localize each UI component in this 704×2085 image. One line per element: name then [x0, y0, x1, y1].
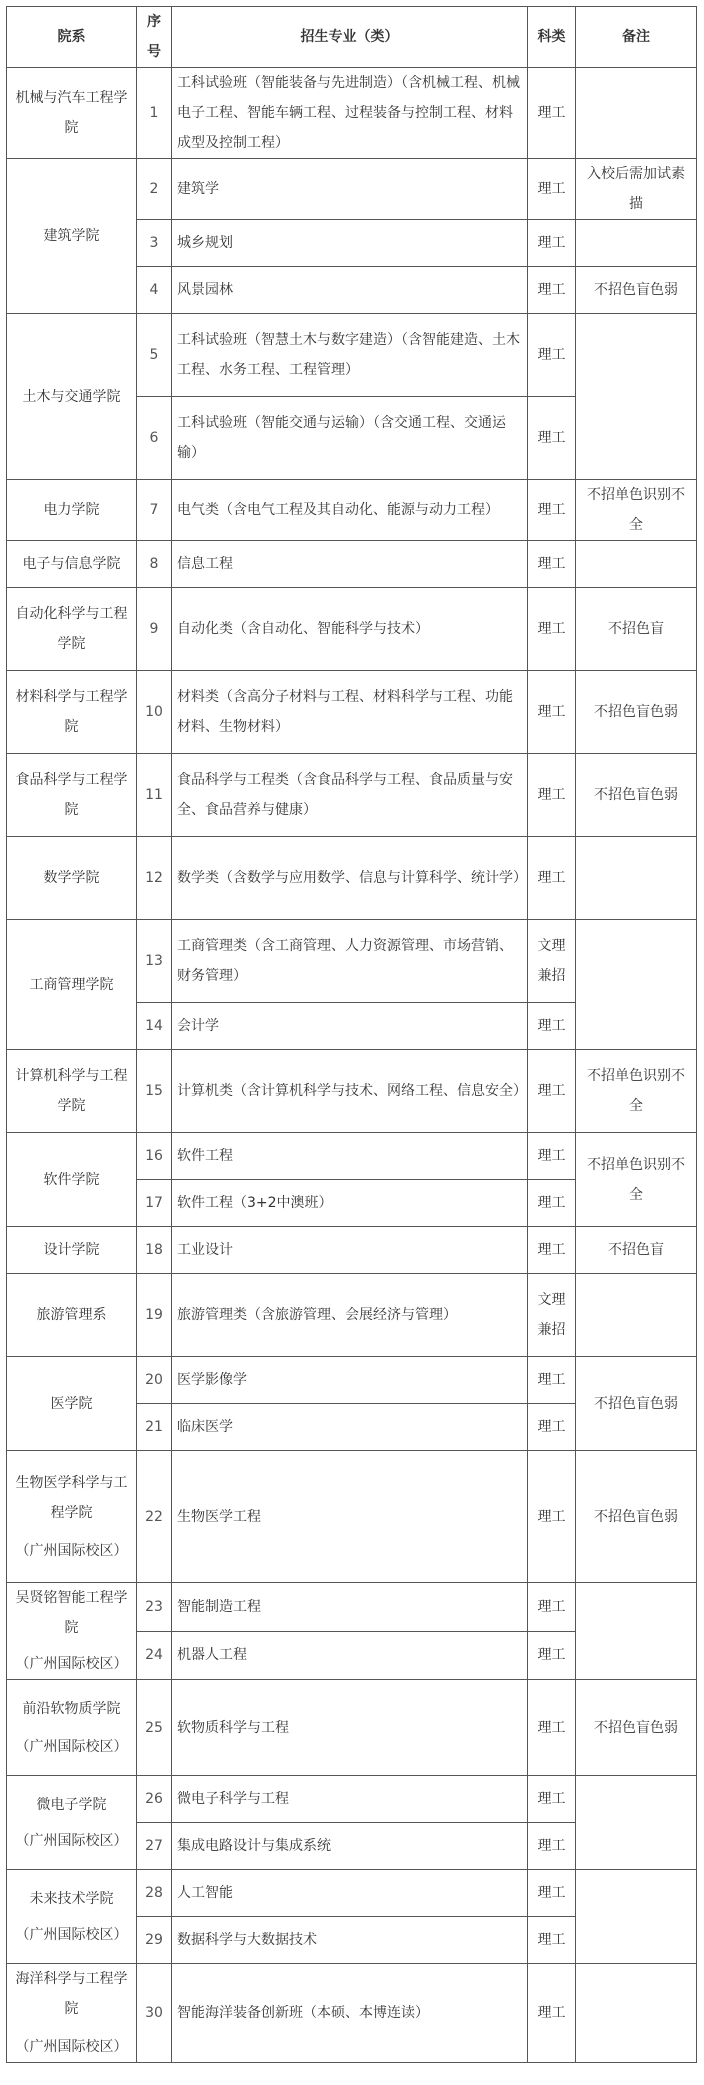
table-row — [7, 671, 697, 754]
dept-cell: 计算机科学与工程学院 — [7, 1050, 137, 1133]
dept-cell: 机械与汽车工程学院 — [7, 68, 137, 159]
note-cell — [576, 220, 697, 267]
category-cell: 理工 — [528, 1917, 576, 1964]
dept-cell — [7, 1451, 137, 1583]
dept-cell: 工商管理学院 — [7, 920, 137, 1050]
major-cell: 数学类（含数学与应用数学、信息与计算科学、统计学） — [172, 837, 528, 920]
note-cell — [576, 1870, 697, 1964]
table-row — [7, 480, 697, 541]
note-cell — [576, 1583, 697, 1680]
seq-cell: 5 — [137, 314, 172, 397]
seq-cell: 21 — [137, 1404, 172, 1451]
seq-cell: 27 — [137, 1823, 172, 1870]
category-cell: 理工 — [528, 1451, 576, 1583]
category-cell: 理工 — [528, 1583, 576, 1632]
note-cell — [576, 68, 697, 159]
major-cell: 数据科学与大数据技术 — [172, 1917, 528, 1964]
header-category: 科类 — [528, 7, 576, 68]
table-row — [7, 1964, 697, 2063]
category-cell: 理工 — [528, 1680, 576, 1776]
category-cell: 理工 — [528, 1180, 576, 1227]
header-seq: 序号 — [137, 7, 172, 68]
category-cell: 理工 — [528, 541, 576, 588]
note-cell: 入校后需加试素描 — [576, 159, 697, 220]
category-cell: 理工 — [528, 1631, 576, 1680]
category-cell: 理工 — [528, 1050, 576, 1133]
dept-cell: 材料科学与工程学院 — [7, 671, 137, 754]
seq-cell: 11 — [137, 754, 172, 837]
table-row — [7, 1227, 697, 1274]
dept-cell — [7, 1964, 137, 2063]
seq-cell: 10 — [137, 671, 172, 754]
dept-cell: 数学学院 — [7, 837, 137, 920]
category-cell: 理工 — [528, 1964, 576, 2063]
major-cell: 自动化类（含自动化、智能科学与技术） — [172, 588, 528, 671]
note-cell — [576, 920, 697, 1050]
major-cell: 工科试验班（智能交通与运输）（含交通工程、交通运输） — [172, 397, 528, 480]
table-row — [7, 837, 697, 920]
dept-cell: 食品科学与工程学院 — [7, 754, 137, 837]
table-row — [7, 159, 697, 220]
seq-cell: 15 — [137, 1050, 172, 1133]
note-cell — [576, 314, 697, 480]
category-cell: 理工 — [528, 837, 576, 920]
category-cell: 理工 — [528, 314, 576, 397]
campus-label: （广州国际校区） — [15, 1926, 128, 1943]
category-cell: 理工 — [528, 267, 576, 314]
major-cell: 集成电路设计与集成系统 — [172, 1823, 528, 1870]
note-cell: 不招色盲 — [576, 588, 697, 671]
table-row — [7, 1583, 697, 1632]
dept-cell: 建筑学院 — [7, 159, 137, 314]
header-note: 备注 — [576, 7, 697, 68]
major-cell: 临床医学 — [172, 1404, 528, 1451]
category-cell: 理工 — [528, 1003, 576, 1050]
category-cell: 理工 — [528, 588, 576, 671]
major-cell: 建筑学 — [172, 159, 528, 220]
note-cell: 不招色盲色弱 — [576, 1357, 697, 1451]
category-cell: 理工 — [528, 1776, 576, 1823]
dept-cell — [7, 1680, 137, 1776]
header-major: 招生专业（类） — [172, 7, 528, 68]
table-row — [7, 1776, 697, 1823]
seq-cell: 26 — [137, 1776, 172, 1823]
major-cell: 软物质科学与工程 — [172, 1680, 528, 1776]
dept-name: 海洋科学与工程学院 — [15, 1971, 128, 2017]
seq-cell: 24 — [137, 1631, 172, 1680]
campus-label: （广州国际校区） — [15, 1656, 128, 1672]
note-cell — [576, 1274, 697, 1357]
major-cell: 信息工程 — [172, 541, 528, 588]
major-cell: 会计学 — [172, 1003, 528, 1050]
seq-cell: 14 — [137, 1003, 172, 1050]
table-row — [7, 588, 697, 671]
major-cell: 材料类（含高分子材料与工程、材料科学与工程、功能材料、生物材料） — [172, 671, 528, 754]
category-cell: 理工 — [528, 159, 576, 220]
table-row — [7, 541, 697, 588]
seq-cell: 1 — [137, 68, 172, 159]
note-cell: 不招单色识别不全 — [576, 1050, 697, 1133]
seq-cell: 18 — [137, 1227, 172, 1274]
dept-cell — [7, 1870, 137, 1964]
note-cell: 不招色盲色弱 — [576, 671, 697, 754]
major-cell: 生物医学工程 — [172, 1451, 528, 1583]
dept-cell: 土木与交通学院 — [7, 314, 137, 480]
major-cell: 计算机类（含计算机科学与技术、网络工程、信息安全） — [172, 1050, 528, 1133]
major-cell: 工科试验班（智能装备与先进制造）（含机械工程、机械电子工程、智能车辆工程、过程装备与控制工程、材料成型及控制工程） — [172, 68, 528, 159]
table-row — [7, 1050, 697, 1133]
major-cell: 机器人工程 — [172, 1631, 528, 1680]
campus-label: （广州国际校区） — [15, 1738, 128, 1755]
seq-cell: 4 — [137, 267, 172, 314]
major-cell: 人工智能 — [172, 1870, 528, 1917]
table-row — [7, 1274, 697, 1357]
category-cell: 理工 — [528, 1357, 576, 1404]
note-cell — [576, 1964, 697, 2063]
category-cell: 理工 — [528, 1133, 576, 1180]
seq-cell: 13 — [137, 920, 172, 1003]
seq-cell: 6 — [137, 397, 172, 480]
dept-cell: 软件学院 — [7, 1133, 137, 1227]
seq-cell: 19 — [137, 1274, 172, 1357]
note-cell: 不招单色识别不全 — [576, 1133, 697, 1227]
major-cell: 微电子科学与工程 — [172, 1776, 528, 1823]
category-cell: 文理兼招 — [528, 920, 576, 1003]
category-cell: 理工 — [528, 220, 576, 267]
category-cell: 理工 — [528, 671, 576, 754]
table-row — [7, 1451, 697, 1583]
seq-cell: 12 — [137, 837, 172, 920]
dept-cell: 自动化科学与工程学院 — [7, 588, 137, 671]
category-cell: 理工 — [528, 1823, 576, 1870]
note-cell — [576, 837, 697, 920]
dept-cell: 电子与信息学院 — [7, 541, 137, 588]
major-cell: 旅游管理类（含旅游管理、会展经济与管理） — [172, 1274, 528, 1357]
campus-label: （广州国际校区） — [15, 1832, 128, 1849]
dept-name: 未来技术学院 — [29, 1890, 114, 1907]
dept-cell — [7, 1776, 137, 1870]
seq-cell: 29 — [137, 1917, 172, 1964]
note-cell — [576, 541, 697, 588]
major-cell: 工商管理类（含工商管理、人力资源管理、市场营销、财务管理） — [172, 920, 528, 1003]
major-cell: 软件工程（3+2中澳班） — [172, 1180, 528, 1227]
category-cell: 文理兼招 — [528, 1274, 576, 1357]
major-cell: 工业设计 — [172, 1227, 528, 1274]
category-cell: 理工 — [528, 1404, 576, 1451]
dept-cell: 设计学院 — [7, 1227, 137, 1274]
major-cell: 城乡规划 — [172, 220, 528, 267]
seq-cell: 20 — [137, 1357, 172, 1404]
table-row — [7, 1680, 697, 1776]
seq-cell: 2 — [137, 159, 172, 220]
table-row — [7, 1357, 697, 1404]
seq-cell: 30 — [137, 1964, 172, 2063]
table-row — [7, 1133, 697, 1180]
table-row — [7, 314, 697, 397]
table-header-row — [7, 7, 697, 68]
note-cell: 不招色盲色弱 — [576, 1680, 697, 1776]
campus-label: （广州国际校区） — [15, 1542, 128, 1559]
seq-cell: 28 — [137, 1870, 172, 1917]
major-cell: 智能制造工程 — [172, 1583, 528, 1632]
major-cell: 医学影像学 — [172, 1357, 528, 1404]
dept-name: 生物医学科学与工程学院 — [15, 1474, 128, 1521]
category-cell: 理工 — [528, 397, 576, 480]
seq-cell: 9 — [137, 588, 172, 671]
category-cell: 理工 — [528, 480, 576, 541]
major-cell: 食品科学与工程类（含食品科学与工程、食品质量与安全、食品营养与健康） — [172, 754, 528, 837]
category-cell: 理工 — [528, 1227, 576, 1274]
category-cell: 理工 — [528, 68, 576, 159]
campus-label: （广州国际校区） — [15, 2039, 128, 2055]
seq-cell: 8 — [137, 541, 172, 588]
dept-cell: 医学院 — [7, 1357, 137, 1451]
seq-cell: 16 — [137, 1133, 172, 1180]
dept-cell: 旅游管理系 — [7, 1274, 137, 1357]
note-cell: 不招色盲色弱 — [576, 1451, 697, 1583]
dept-name: 微电子学院 — [36, 1796, 107, 1813]
dept-cell — [7, 1583, 137, 1680]
table-row — [7, 1870, 697, 1917]
note-cell: 不招色盲 — [576, 1227, 697, 1274]
major-cell: 软件工程 — [172, 1133, 528, 1180]
note-cell: 不招色盲色弱 — [576, 754, 697, 837]
table-row — [7, 68, 697, 159]
seq-cell: 23 — [137, 1583, 172, 1632]
dept-cell: 电力学院 — [7, 480, 137, 541]
category-cell: 理工 — [528, 1870, 576, 1917]
dept-name: 前沿软物质学院 — [22, 1700, 121, 1717]
major-cell: 智能海洋装备创新班（本硕、本博连读） — [172, 1964, 528, 2063]
major-cell: 电气类（含电气工程及其自动化、能源与动力工程） — [172, 480, 528, 541]
seq-cell: 17 — [137, 1180, 172, 1227]
seq-cell: 22 — [137, 1451, 172, 1583]
seq-cell: 25 — [137, 1680, 172, 1776]
admissions-table — [6, 6, 697, 2063]
header-dept: 院系 — [7, 7, 137, 68]
table-row — [7, 754, 697, 837]
note-cell: 不招色盲色弱 — [576, 267, 697, 314]
note-cell — [576, 1776, 697, 1870]
dept-name: 吴贤铭智能工程学院 — [15, 1590, 128, 1636]
seq-cell: 7 — [137, 480, 172, 541]
major-cell: 工科试验班（智慧土木与数字建造）（含智能建造、土木工程、水务工程、工程管理） — [172, 314, 528, 397]
major-cell: 风景园林 — [172, 267, 528, 314]
table-row — [7, 920, 697, 1003]
note-cell: 不招单色识别不全 — [576, 480, 697, 541]
category-cell: 理工 — [528, 754, 576, 837]
seq-cell: 3 — [137, 220, 172, 267]
